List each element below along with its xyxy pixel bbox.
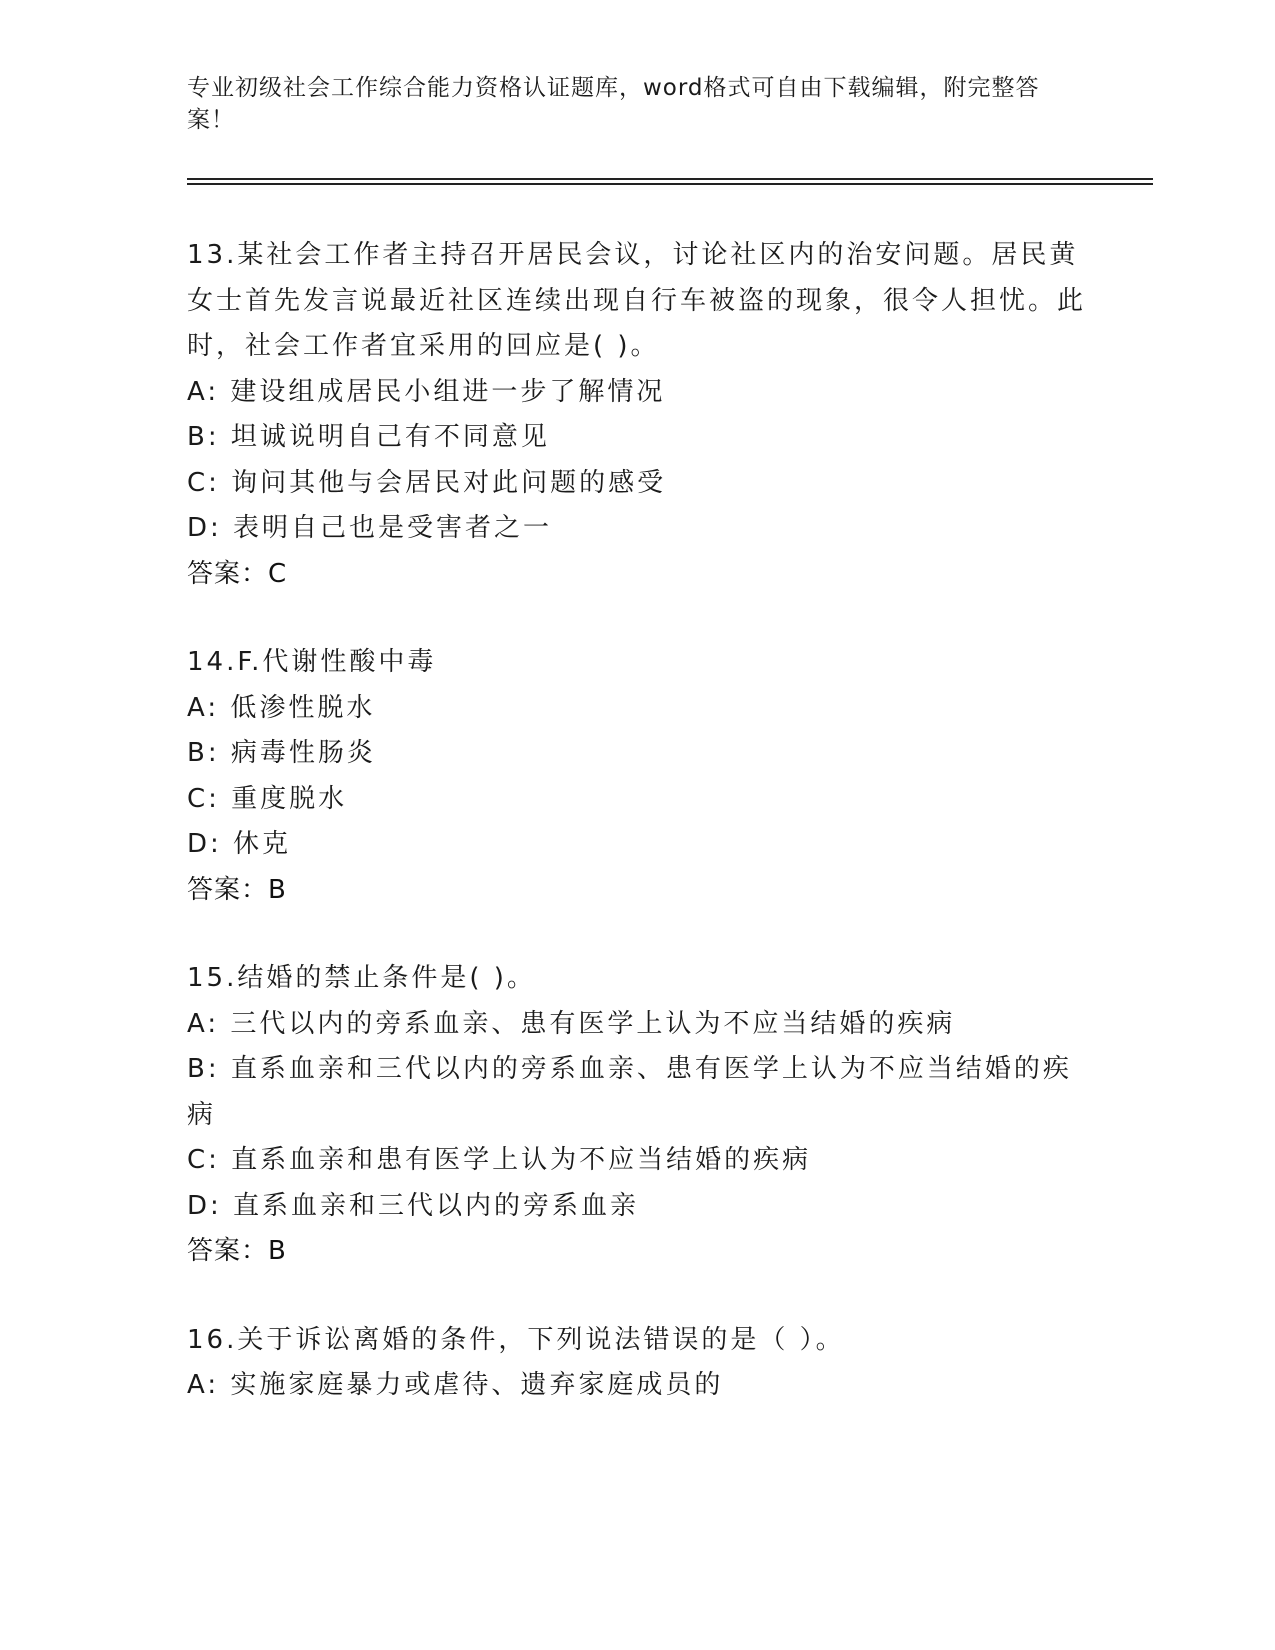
- option-a: A: 实施家庭暴力或虐待、遗弃家庭成员的: [187, 1370, 724, 1400]
- option-d: D: 休克: [187, 829, 292, 859]
- option-c: C: 直系血亲和患有医学上认为不应当结婚的疾病: [187, 1145, 812, 1175]
- question-stem: 13.某社会工作者主持召开居民会议，讨论社区内的治安问题。居民黄女士首先发言说最近社区连续出现自行车被盗的现象，很令人担忧。此时，社会工作者宜采用的回应是( )。: [187, 240, 1087, 361]
- question-16: [187, 1318, 1087, 1409]
- option-b: B: 直系血亲和三代以内的旁系血亲、患有医学上认为不应当结婚的疾病: [187, 1054, 1072, 1130]
- question-stem: 16.关于诉讼离婚的条件，下列说法错误的是（ ）。: [187, 1324, 845, 1355]
- header-divider-top: [187, 178, 1153, 180]
- option-c: C: 询问其他与会居民对此问题的感受: [187, 467, 667, 498]
- question-13: [187, 233, 1087, 597]
- option-b: B: 病毒性肠炎: [187, 738, 376, 768]
- option-d: D: 直系血亲和三代以内的旁系血亲: [187, 1190, 640, 1221]
- option-a: A: 三代以内的旁系血亲、患有医学上认为不应当结婚的疾病: [187, 1008, 956, 1039]
- answer-key: 答案：C: [187, 558, 288, 589]
- option-a: A: 低渗性脱水: [187, 692, 376, 723]
- option-a: A: 建设组成居民小组进一步了解情况: [187, 376, 666, 407]
- question-15: [187, 956, 1087, 1275]
- question-stem: 15.结婚的禁止条件是( )。: [187, 963, 536, 993]
- header-divider-bottom: [187, 183, 1153, 185]
- question-list: [187, 233, 1087, 1452]
- document-header: 专业初级社会工作综合能力资格认证题库，word格式可自由下载编辑，附完整答案！: [187, 75, 1040, 133]
- option-d: D: 表明自己也是受害者之一: [187, 513, 553, 543]
- question-stem: 14.F.代谢性酸中毒: [187, 647, 437, 677]
- option-c: C: 重度脱水: [187, 783, 348, 814]
- question-14: [187, 640, 1087, 913]
- answer-key: 答案：B: [187, 874, 287, 905]
- option-b: B: 坦诚说明自己有不同意见: [187, 422, 550, 452]
- answer-key: 答案：B: [187, 1236, 287, 1266]
